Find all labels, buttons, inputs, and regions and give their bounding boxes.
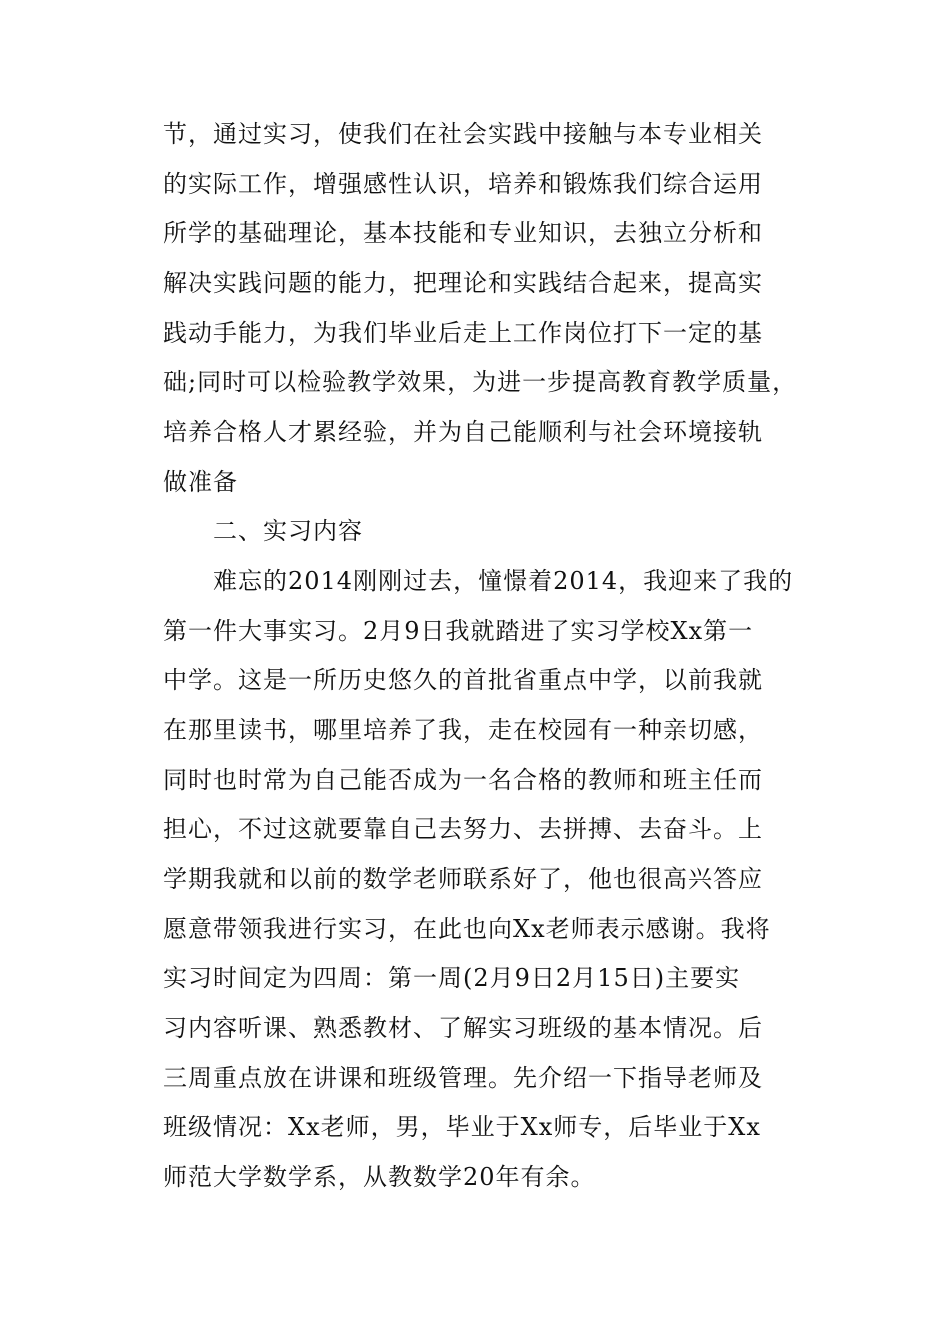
text-line: 培养合格人才累经验，并为自己能顺利与社会环境接轨 [163,418,763,446]
text-line: 节，通过实习，使我们在社会实践中接触与本专业相关 [163,120,763,148]
text-line: 在那里读书，哪里培养了我，走在校园有一种亲切感， [163,716,763,744]
text-line: 习内容听课、熟悉教材、了解实习班级的基本情况。后 [163,1014,763,1042]
text-line: 解决实践问题的能力，把理论和实践结合起来，提高实 [163,269,763,297]
text-line: 班级情况：Xx老师，男，毕业于Xx师专，后毕业于Xx [163,1113,761,1141]
text-line: 担心，不过这就要靠自己去努力、去拼搏、去奋斗。上 [163,815,763,843]
text-line: 三周重点放在讲课和班级管理。先介绍一下指导老师及 [163,1064,763,1092]
text-line: 第一件大事实习。2月9日我就踏进了实习学校Xx第一 [163,617,754,645]
text-line: 同时也时常为自己能否成为一名合格的教师和班主任而 [163,766,763,794]
text-line: 师范大学数学系，从教数学20年有余。 [163,1163,596,1191]
text-line: 所学的基础理论，基本技能和专业知识，去独立分析和 [163,219,763,247]
text-line: 学期我就和以前的数学老师联系好了，他也很高兴答应 [163,865,763,893]
text-line: 中学。这是一所历史悠久的首批省重点中学，以前我就 [163,666,763,694]
text-line: 的实际工作，增强感性认识，培养和锻炼我们综合运用 [163,170,763,198]
text-line: 愿意带领我进行实习，在此也向Xx老师表示感谢。我将 [163,915,771,943]
text-line: 实习时间定为四周：第一周(2月9日2月15日)主要实 [163,964,741,992]
text-line: 做准备 [163,468,238,496]
section-heading: 二、实习内容 [213,517,363,545]
paragraph-first-line: 难忘的2014刚刚过去，憧憬着2014，我迎来了我的 [213,567,794,595]
text-line: 践动手能力，为我们毕业后走上工作岗位打下一定的基 [163,319,763,347]
text-line: 础;同时可以检验教学效果，为进一步提高教育教学质量， [163,368,798,396]
